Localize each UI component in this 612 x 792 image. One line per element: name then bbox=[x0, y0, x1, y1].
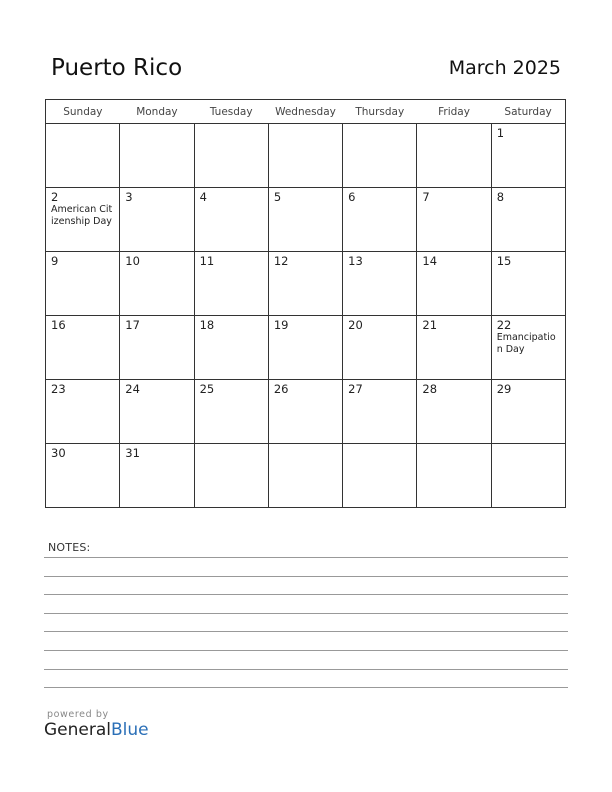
weekday-header: Friday bbox=[417, 100, 491, 124]
day-number: 1 bbox=[496, 126, 505, 140]
day-number: 11 bbox=[199, 254, 215, 268]
day-cell bbox=[46, 380, 120, 444]
note-line bbox=[44, 631, 568, 632]
brand-general: General bbox=[44, 720, 111, 740]
weekday-header: Wednesday bbox=[268, 100, 342, 124]
day-number: 13 bbox=[348, 254, 363, 268]
month-title: March 2025 bbox=[448, 57, 561, 79]
day-cell bbox=[194, 124, 268, 188]
day-number: 31 bbox=[125, 446, 140, 460]
day-number: 18 bbox=[199, 318, 215, 332]
note-line bbox=[44, 613, 568, 614]
note-line bbox=[44, 576, 568, 577]
day-cell bbox=[46, 444, 120, 508]
week-row bbox=[46, 188, 566, 252]
day-cell bbox=[46, 316, 120, 380]
day-cell bbox=[268, 444, 342, 508]
day-number: 23 bbox=[51, 382, 66, 396]
weekday-header: Monday bbox=[120, 100, 194, 124]
day-cell bbox=[120, 124, 194, 188]
day-cell bbox=[417, 316, 491, 380]
powered-by-text: powered by bbox=[47, 709, 109, 720]
day-number: 16 bbox=[51, 318, 66, 332]
day-number: 2 bbox=[51, 190, 59, 204]
calendar-grid bbox=[45, 99, 566, 508]
holiday-label: American Citizenship Day bbox=[51, 204, 113, 227]
day-number: 20 bbox=[348, 318, 363, 332]
day-cell bbox=[491, 444, 565, 508]
day-number: 7 bbox=[422, 190, 430, 204]
day-cell bbox=[491, 124, 565, 188]
day-cell bbox=[343, 444, 417, 508]
note-line bbox=[44, 669, 568, 670]
day-cell bbox=[491, 380, 565, 444]
day-cell bbox=[268, 124, 342, 188]
day-cell bbox=[268, 252, 342, 316]
day-cell bbox=[120, 188, 194, 252]
weekday-header: Sunday bbox=[46, 100, 120, 124]
brand-logo bbox=[44, 720, 149, 740]
day-number: 29 bbox=[496, 382, 512, 396]
day-number: 4 bbox=[199, 190, 207, 204]
day-cell bbox=[120, 252, 194, 316]
day-number: 25 bbox=[199, 382, 215, 396]
day-cell bbox=[194, 252, 268, 316]
day-cell bbox=[417, 188, 491, 252]
day-cell bbox=[343, 188, 417, 252]
week-row bbox=[46, 124, 566, 188]
day-cell bbox=[194, 316, 268, 380]
day-cell bbox=[120, 444, 194, 508]
day-number: 24 bbox=[125, 382, 140, 396]
day-cell bbox=[120, 380, 194, 444]
note-line bbox=[44, 687, 568, 688]
day-number: 5 bbox=[273, 190, 282, 204]
day-number: 21 bbox=[422, 318, 438, 332]
day-cell bbox=[491, 188, 565, 252]
holiday-label: Emancipation Day bbox=[496, 332, 556, 355]
day-cell bbox=[268, 188, 342, 252]
weekday-header: Thursday bbox=[343, 100, 417, 124]
day-cell bbox=[491, 316, 565, 380]
day-number: 12 bbox=[273, 254, 289, 268]
day-cell bbox=[417, 380, 491, 444]
week-row bbox=[46, 316, 566, 380]
brand-blue: Blue bbox=[111, 720, 149, 740]
day-cell bbox=[343, 316, 417, 380]
day-number: 3 bbox=[125, 190, 133, 204]
day-cell bbox=[491, 252, 565, 316]
day-cell bbox=[343, 380, 417, 444]
day-cell bbox=[417, 124, 491, 188]
day-cell bbox=[343, 124, 417, 188]
note-line bbox=[44, 557, 568, 558]
day-number: 15 bbox=[496, 254, 512, 268]
day-cell bbox=[194, 188, 268, 252]
notes-label: NOTES: bbox=[48, 541, 91, 554]
day-cell bbox=[194, 380, 268, 444]
day-number: 30 bbox=[51, 446, 66, 460]
week-row bbox=[46, 380, 566, 444]
day-cell bbox=[343, 252, 417, 316]
day-cell bbox=[268, 316, 342, 380]
week-row bbox=[46, 444, 566, 508]
day-number: 6 bbox=[348, 190, 356, 204]
day-number: 14 bbox=[422, 254, 438, 268]
day-cell bbox=[120, 316, 194, 380]
day-number: 9 bbox=[51, 254, 59, 268]
page-title: Puerto Rico bbox=[51, 55, 183, 81]
week-row bbox=[46, 252, 566, 316]
day-cell bbox=[268, 380, 342, 444]
day-cell bbox=[417, 444, 491, 508]
note-line bbox=[44, 594, 568, 595]
day-number: 26 bbox=[273, 382, 289, 396]
day-number: 27 bbox=[348, 382, 363, 396]
day-number: 10 bbox=[125, 254, 140, 268]
day-number: 17 bbox=[125, 318, 140, 332]
weekday-header-row bbox=[46, 100, 566, 124]
day-number: 19 bbox=[273, 318, 289, 332]
day-number: 28 bbox=[422, 382, 438, 396]
weekday-header: Tuesday bbox=[194, 100, 268, 124]
note-line bbox=[44, 650, 568, 651]
day-number: 22 bbox=[496, 318, 512, 332]
day-cell bbox=[194, 444, 268, 508]
day-cell bbox=[417, 252, 491, 316]
day-cell bbox=[46, 188, 120, 252]
day-cell bbox=[46, 124, 120, 188]
day-number: 8 bbox=[496, 190, 505, 204]
day-cell bbox=[46, 252, 120, 316]
weekday-header: Saturday bbox=[491, 100, 565, 124]
